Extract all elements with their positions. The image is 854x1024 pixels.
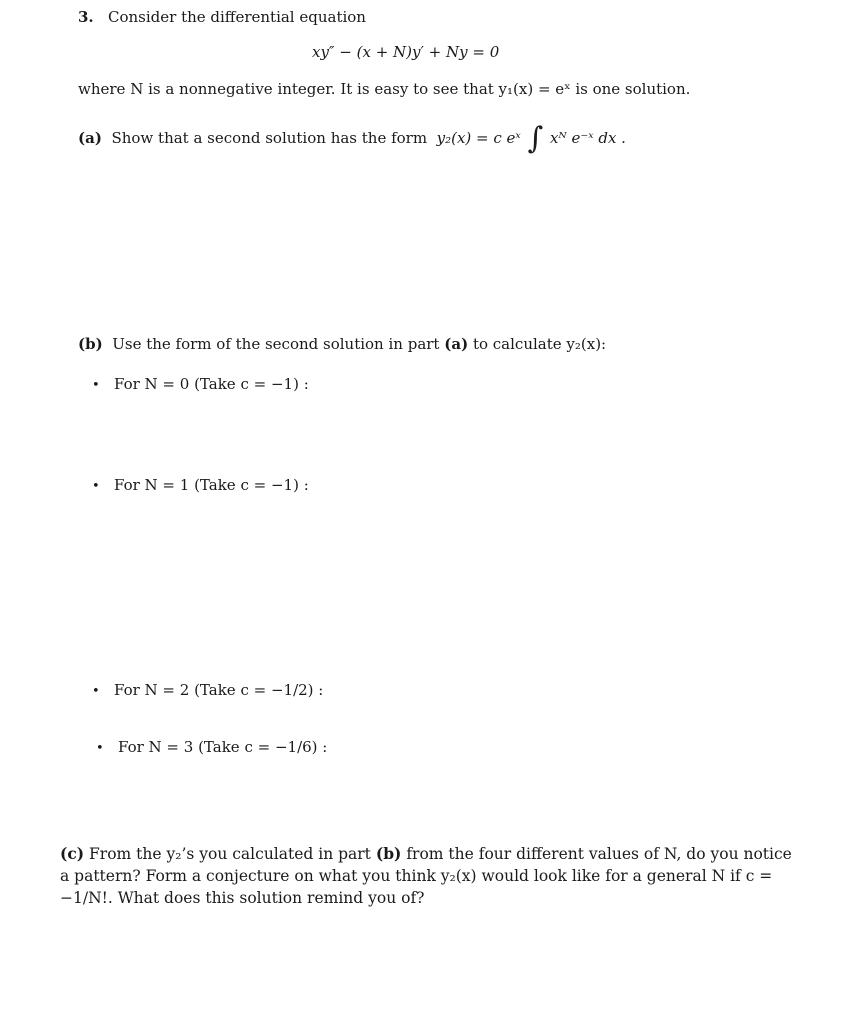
part-a-formula-lhs: y₂(x) = c eˣ: [436, 129, 521, 147]
part-b: [78, 335, 606, 353]
bullet-icon: •: [92, 684, 100, 699]
part-c: [60, 843, 805, 909]
part-c-text-2: from the four different values of N, do you notice a pattern? Form a conjecture on what you think y₂(x) would look like for a general N if c = −1/N!. What does this solution remind you of?: [60, 845, 792, 907]
list-item: [92, 681, 323, 699]
part-b-text-after: to calculate y₂(x):: [472, 335, 607, 353]
where-statement: where N is a nonnegative integer. It is easy to see that y₁(x) = eˣ is one solution.: [78, 80, 691, 98]
part-b-text-before: Use the form of the second solution in part: [112, 335, 440, 353]
list-item-text: For N = 2 (Take c = −1/2) :: [113, 681, 324, 699]
part-c-label: (c): [60, 844, 85, 863]
part-c-ref: (b): [375, 844, 402, 863]
integral-sign: ∫: [527, 121, 544, 156]
part-c-text-1: From the y₂’s you calculated in part: [89, 845, 371, 863]
bullet-icon: •: [92, 378, 100, 393]
part-b-ref: (a): [444, 335, 469, 353]
list-item-text: For N = 0 (Take c = −1) :: [113, 375, 309, 393]
part-a: [78, 116, 626, 156]
list-item: [92, 476, 309, 494]
part-a-integrand: xᴺ e⁻ˣ dx .: [549, 129, 626, 147]
list-item-text: For N = 1 (Take c = −1) :: [113, 476, 309, 494]
problem-intro: Consider the differential equation: [107, 8, 366, 26]
problem-header: [78, 8, 366, 26]
list-item-text: For N = 3 (Take c = −1/6) :: [117, 738, 328, 756]
part-b-label: (b): [78, 335, 103, 353]
list-item: [92, 375, 309, 393]
problem-number: 3.: [78, 8, 94, 26]
bullet-icon: •: [92, 479, 100, 494]
part-a-label: (a): [78, 129, 102, 147]
part-a-text: Show that a second solution has the form: [111, 129, 428, 147]
bullet-icon: •: [96, 741, 104, 756]
list-item: [96, 738, 327, 756]
main-equation: xy″ − (x + N)y′ + Ny = 0: [312, 43, 500, 61]
